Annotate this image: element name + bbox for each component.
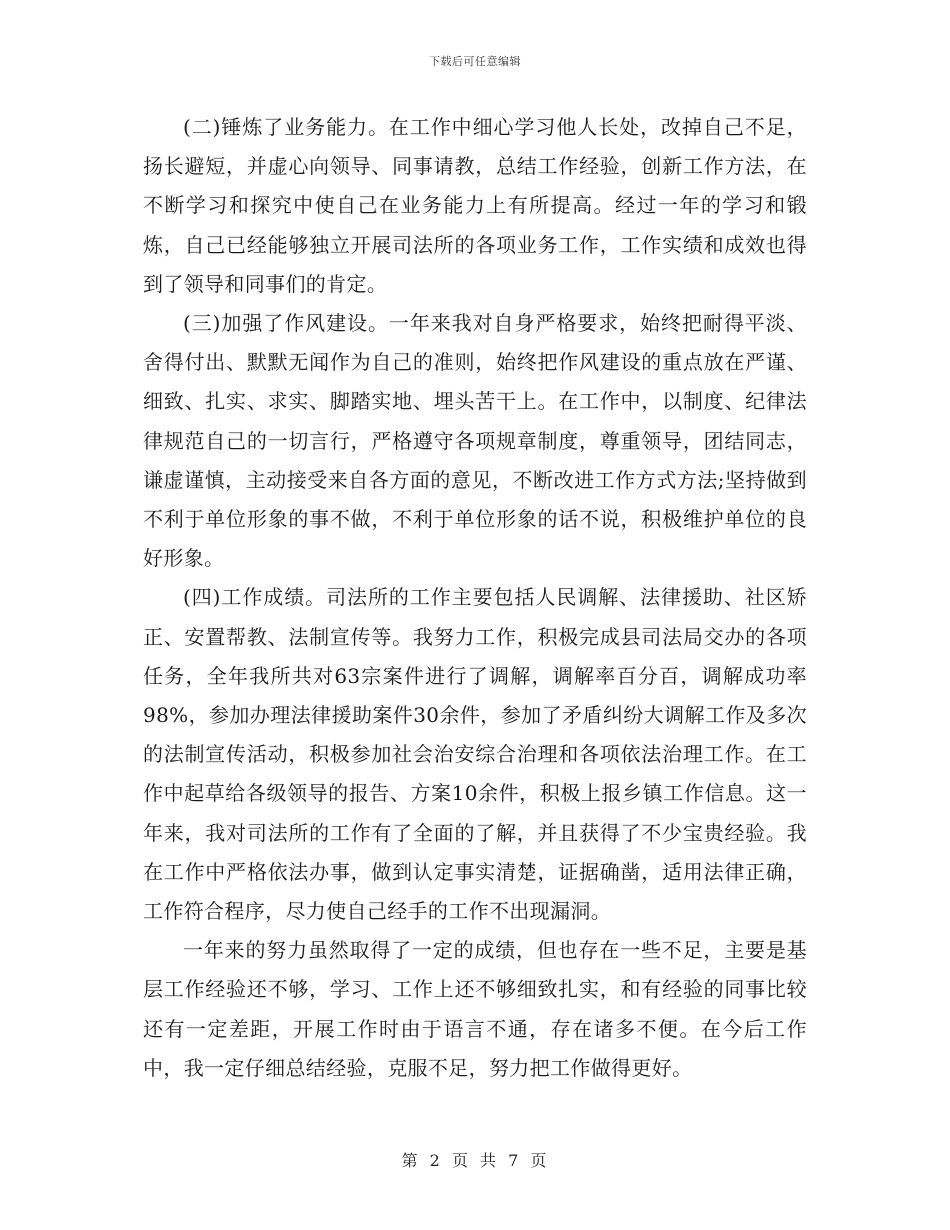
paragraph-business-ability: (二)锤炼了业务能力。在工作中细心学习他人长处，改掉自己不足，扬长避短，并虚心向领导、同事请教，总结工作经验，创新工作方法，在不断学习和探究中使自己在业务能力上有所提高。经过一年的学习和锻炼，自己已经能够独立开展司法所的各项业务工作，工作实绩和成效也得到了领导和同事们的肯定。 xyxy=(143,115,807,296)
document-body xyxy=(143,108,807,1088)
paragraph-work-results: (四)工作成绩。司法所的工作主要包括人民调解、法律援助、社区矫正、安置帮教、法制宣传等。我努力工作，积极完成县司法局交办的各项任务，全年我所共对63宗案件进行了调解，调解率百分百，调解成功率98%，参加办理法律援助案件30余件，参加了矛盾纠纷大调解工作及多次的法制宣传活动，积极参加社会治安综合治理和各项依法治理工作。在工作中起草给各级领导的报告、方案10余件，积极上报乡镇工作信息。这一年来，我对司法所的工作有了全面的了解，并且获得了不少宝贵经验。我在工作中严格依法办事，做到认定事实清楚，证据确凿，适用法律正确，工作符合程序，尽力使自己经手的工作不出现漏洞。 xyxy=(143,585,807,924)
paragraph-shortcomings: 一年来的努力虽然取得了一定的成绩，但也存在一些不足，主要是基层工作经验还不够，学习、工作上还不够细致扎实，和有经验的同事比较还有一定差距，开展工作时由于语言不通，存在诸多不便。在今后工作中，我一定仔细总结经验，克服不足，努力把工作做得更好。 xyxy=(143,938,807,1080)
header-note: 下载后可任意编辑 xyxy=(429,55,521,68)
paragraph-work-style: (三)加强了作风建设。一年来我对自身严格要求，始终把耐得平淡、舍得付出、默默无闻作为自己的准则，始终把作风建设的重点放在严谨、细致、扎实、求实、脚踏实地、埋头苦干上。在工作中，以制度、纪律法律规范自己的一切言行，严格遵守各项规章制度，尊重领导，团结同志，谦虚谨慎，主动接受来自各方面的意见，不断改进工作方式方法;坚持做到不利于单位形象的事不做，不利于单位形象的话不说，积极维护单位的良好形象。 xyxy=(143,311,807,571)
page-number: 第 2 页 共 7 页 xyxy=(401,1151,549,1170)
